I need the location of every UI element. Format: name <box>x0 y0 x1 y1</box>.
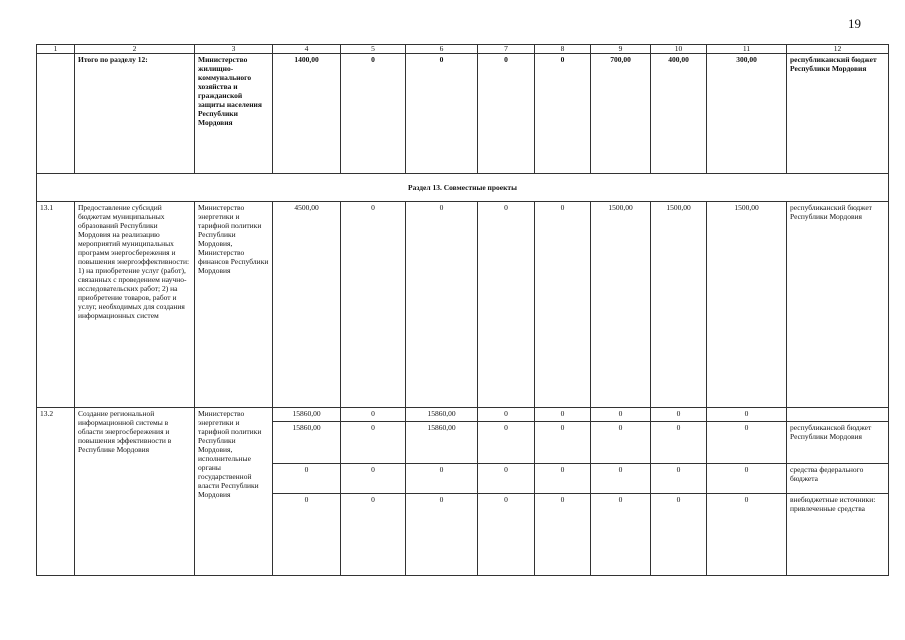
column-number: 4 <box>273 45 341 54</box>
value-cell: 0 <box>341 422 406 464</box>
value-cell: 0 <box>707 422 787 464</box>
value-cell: 400,00 <box>651 54 707 174</box>
value-cell: 0 <box>406 54 478 174</box>
executor-cell: Министерство энергетики и тарифной политики Республики Мордовия, Министерство финансов Республики Мордовия <box>195 202 273 408</box>
value-cell: 0 <box>651 464 707 494</box>
value-cell: 0 <box>273 494 341 576</box>
column-number: 9 <box>591 45 651 54</box>
value-cell: 0 <box>341 494 406 576</box>
column-number: 7 <box>478 45 535 54</box>
value-cell: 15860,00 <box>406 422 478 464</box>
funding-source-cell: республиканский бюджет Республики Мордовия <box>787 54 889 174</box>
column-number: 10 <box>651 45 707 54</box>
value-cell: 0 <box>478 54 535 174</box>
executor-cell: Министерство энергетики и тарифной политики Республики Мордовия, исполнительные органы государственной власти Республики Мордовия <box>195 408 273 576</box>
value-cell: 0 <box>535 464 591 494</box>
value-cell: 1500,00 <box>707 202 787 408</box>
value-cell: 0 <box>651 422 707 464</box>
column-number: 1 <box>37 45 75 54</box>
value-cell: 0 <box>591 494 651 576</box>
value-cell: 1500,00 <box>651 202 707 408</box>
measure-text: Предоставление субсидий бюджетам муниципальных образований Республики Мордовия на реализацию мероприятий муниципальных программ энергосбережения и повышения энергоэффективности: 1) на приобретение услуг (работ), связанных с проведением научно-исследовательских работ; 2) на приобретение товаров, работ и услуг, необходимых для создания информационных систем <box>75 202 195 408</box>
value-cell: 0 <box>406 464 478 494</box>
value-cell: 0 <box>651 408 707 422</box>
value-cell: 0 <box>591 464 651 494</box>
value-cell: 0 <box>406 494 478 576</box>
section-title: Раздел 13. Совместные проекты <box>37 174 889 202</box>
value-cell: 15860,00 <box>273 422 341 464</box>
value-cell: 0 <box>707 408 787 422</box>
table-row-13-1 <box>37 202 889 408</box>
value-cell: 0 <box>707 464 787 494</box>
value-cell: 0 <box>535 408 591 422</box>
column-number: 11 <box>707 45 787 54</box>
page-number: 19 <box>848 16 861 31</box>
value-cell: 1500,00 <box>591 202 651 408</box>
column-number: 6 <box>406 45 478 54</box>
value-cell: 0 <box>478 422 535 464</box>
value-cell: 15860,00 <box>406 408 478 422</box>
row-number: 13.2 <box>37 408 75 576</box>
column-number: 8 <box>535 45 591 54</box>
value-cell: 0 <box>478 494 535 576</box>
value-cell: 0 <box>478 202 535 408</box>
value-cell: 0 <box>478 464 535 494</box>
value-cell: 0 <box>591 422 651 464</box>
value-cell: 0 <box>535 422 591 464</box>
value-cell: 0 <box>341 464 406 494</box>
executor-cell: Министерство жилищно-коммунального хозяйства и гражданской защиты населения Республики Мордовия <box>195 54 273 174</box>
value-cell: 0 <box>707 494 787 576</box>
funding-source-cell: внебюджетные источники: привлеченные средства <box>787 494 889 576</box>
funding-source-cell: средства федерального бюджета <box>787 464 889 494</box>
row-number: 13.1 <box>37 202 75 408</box>
value-cell: 0 <box>341 408 406 422</box>
value-cell: 15860,00 <box>273 408 341 422</box>
value-cell: 0 <box>535 54 591 174</box>
value-cell: 0 <box>535 494 591 576</box>
total-label: Итого по разделу 12: <box>75 54 195 174</box>
table-row-13-2 <box>37 408 889 422</box>
row-number <box>37 54 75 174</box>
value-cell: 0 <box>341 54 406 174</box>
column-number-row <box>37 45 889 54</box>
column-number: 12 <box>787 45 889 54</box>
column-number: 3 <box>195 45 273 54</box>
value-cell: 0 <box>591 408 651 422</box>
value-cell: 0 <box>651 494 707 576</box>
value-cell: 700,00 <box>591 54 651 174</box>
funding-source-cell: республиканский бюджет Республики Мордовия <box>787 202 889 408</box>
program-table <box>36 44 889 576</box>
value-cell: 0 <box>341 202 406 408</box>
funding-source-cell <box>787 408 889 422</box>
section-row <box>37 174 889 202</box>
total-row <box>37 54 889 174</box>
value-cell: 0 <box>478 408 535 422</box>
value-cell: 4500,00 <box>273 202 341 408</box>
value-cell: 0 <box>535 202 591 408</box>
value-cell: 300,00 <box>707 54 787 174</box>
measure-text: Создание региональной информационной системы в области энергосбережения и повышения эффективности в Республике Мордовия <box>75 408 195 576</box>
column-number: 5 <box>341 45 406 54</box>
value-cell: 0 <box>273 464 341 494</box>
column-number: 2 <box>75 45 195 54</box>
funding-source-cell: республиканской бюджет Республики Мордовия <box>787 422 889 464</box>
value-cell: 0 <box>406 202 478 408</box>
value-cell: 1400,00 <box>273 54 341 174</box>
